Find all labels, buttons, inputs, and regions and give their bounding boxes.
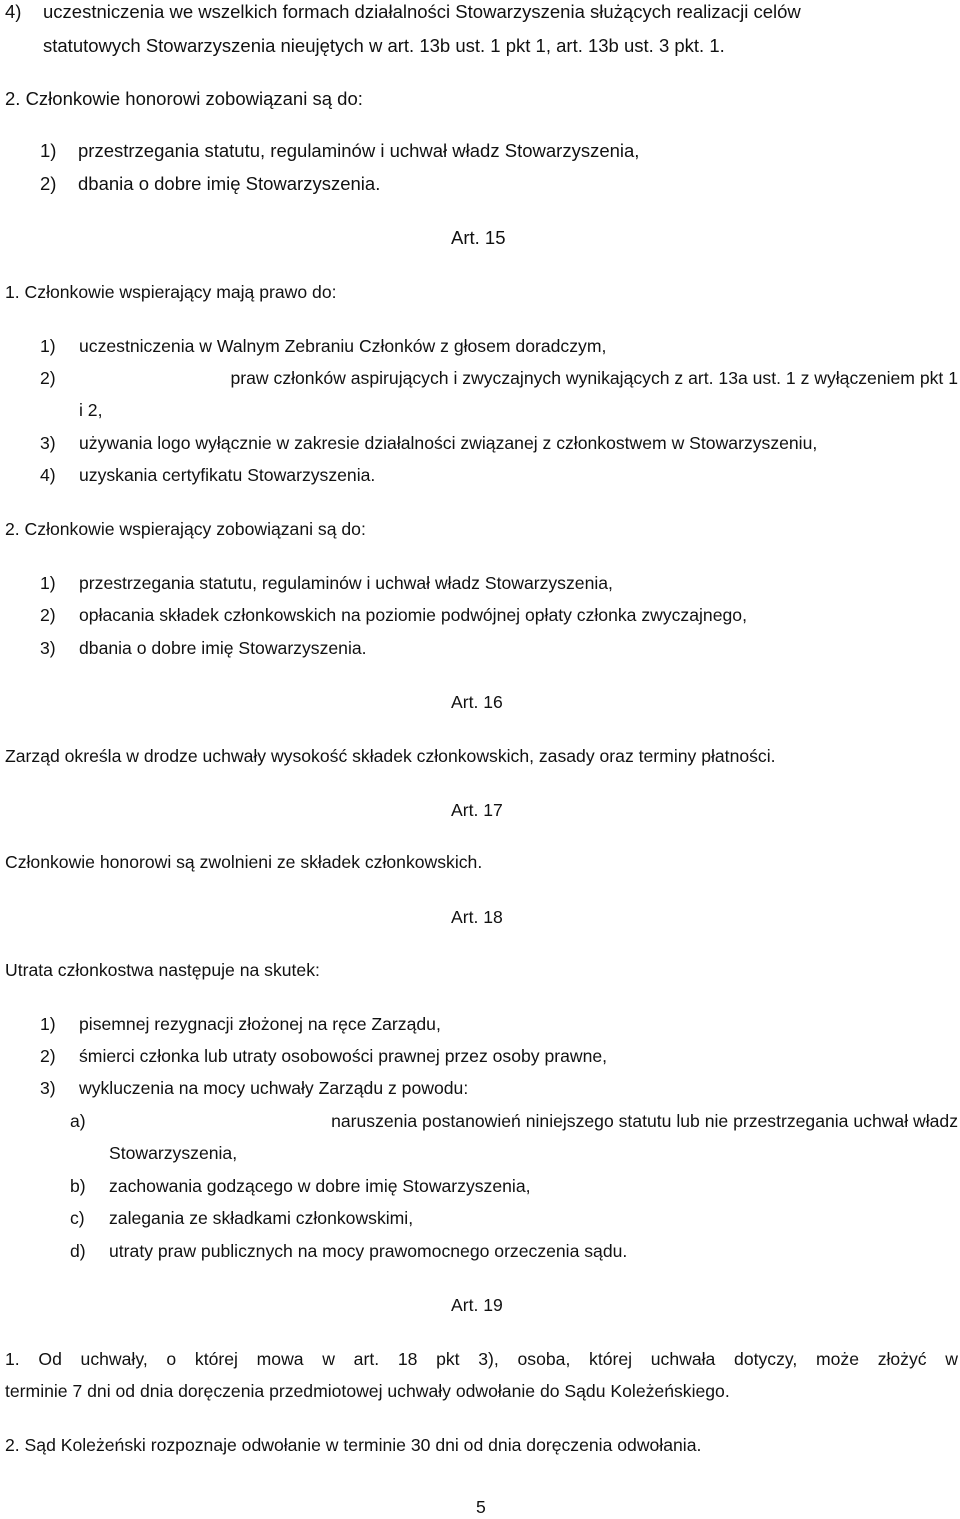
item-text: uczestniczenia w Walnym Zebraniu Członków z głosem doradczym, (79, 336, 607, 356)
art-17-heading: Art. 17 (451, 800, 503, 820)
supporting-right-2-cont: i 2, (79, 400, 103, 420)
art-19-paragraph-1-line-2: terminie 7 dni od dnia doręczenia przedmiotowej uchwały odwołanie do Sądu Koleżeńskiego. (5, 1381, 730, 1401)
item-number: d) (70, 1241, 86, 1261)
item-text: praw członków aspirujących i zwyczajnych wynikających z art. 13a ust. 1 z wyłączeniem pkt 1 (230, 368, 958, 388)
item-text: pisemnej rezygnacji złożonej na ręce Zarządu, (79, 1014, 441, 1034)
item-text: zachowania godzącego w dobre imię Stowarzyszenia, (109, 1176, 531, 1196)
item-text: uczestniczenia we wszelkich formach działalności Stowarzyszenia służących realizacji celów (43, 1, 801, 22)
art-16-text: Zarząd określa w drodze uchwały wysokość składek członkowskich, zasady oraz terminy płatności. (5, 746, 776, 766)
art-18-subitem-a (70, 1109, 958, 1133)
art-16-heading: Art. 16 (451, 692, 503, 712)
art-17-text: Członkowie honorowi są zwolnieni ze składek członkowskich. (5, 852, 483, 872)
item-number: 1) (40, 1014, 56, 1034)
art-18-heading: Art. 18 (451, 907, 503, 927)
honorary-duty-2 (40, 172, 380, 196)
item-text: naruszenia postanowień niniejszego statutu lub nie przestrzegania uchwał władz (331, 1111, 958, 1131)
honorary-duties-intro: 2. Członkowie honorowi zobowiązani są do: (5, 88, 363, 109)
top-item-4-line-1 (5, 0, 801, 24)
art-19-heading: Art. 19 (451, 1295, 503, 1315)
item-text: przestrzegania statutu, regulaminów i uchwał władz Stowarzyszenia, (78, 140, 640, 161)
page-number: 5 (476, 1497, 486, 1517)
item-number: 1) (40, 573, 56, 593)
supporting-right-3 (40, 431, 817, 455)
supporting-rights-intro: 1. Członkowie wspierający mają prawo do: (5, 282, 337, 302)
justified-text: 1. Od uchwały, o której mowa w art. 18 pkt 3), osoba, której uchwała dotyczy, może złożyć w (5, 1349, 958, 1369)
art-18-subitem-a-cont: Stowarzyszenia, (109, 1143, 238, 1163)
supporting-duty-3 (40, 636, 367, 660)
item-number: 2) (40, 173, 57, 194)
supporting-duties-intro: 2. Członkowie wspierający zobowiązani są do: (5, 519, 366, 539)
item-text: używania logo wyłącznie w zakresie działalności związanej z członkostwem w Stowarzyszeniu, (79, 433, 818, 453)
item-number: a) (70, 1111, 86, 1131)
item-number: 2) (40, 605, 56, 625)
art-18-item-3 (40, 1076, 468, 1100)
supporting-right-4 (40, 463, 375, 487)
item-number: 1) (40, 140, 57, 161)
supporting-duty-2 (40, 603, 747, 627)
item-number: c) (70, 1208, 85, 1228)
item-text: uzyskania certyfikatu Stowarzyszenia. (79, 465, 376, 485)
item-number: 3) (40, 638, 56, 658)
item-text: utraty praw publicznych na mocy prawomocnego orzeczenia sądu. (109, 1241, 628, 1261)
item-number: 2) (40, 1046, 56, 1066)
item-number: b) (70, 1176, 86, 1196)
item-number: 4) (5, 1, 22, 22)
art-18-subitem-d (70, 1239, 627, 1263)
item-text: zalegania ze składkami członkowskimi, (109, 1208, 414, 1228)
art-18-item-1 (40, 1012, 441, 1036)
art-15-heading: Art. 15 (451, 227, 506, 248)
art-18-subitem-c (70, 1206, 413, 1230)
item-number: 3) (40, 1078, 56, 1098)
art-18-item-2 (40, 1044, 607, 1068)
honorary-duty-1 (40, 139, 639, 163)
item-number: 4) (40, 465, 56, 485)
supporting-duty-1 (40, 571, 613, 595)
art-19-paragraph-1-line-1 (5, 1347, 958, 1371)
supporting-right-2 (40, 366, 958, 390)
item-text: śmierci członka lub utraty osobowości prawnej przez osoby prawne, (79, 1046, 608, 1066)
item-text: opłacania składek członkowskich na poziomie podwójnej opłaty członka zwyczajnego, (79, 605, 747, 625)
art-18-subitem-b (70, 1174, 531, 1198)
art-19-paragraph-2: 2. Sąd Koleżeński rozpoznaje odwołanie w terminie 30 dni od dnia doręczenia odwołania. (5, 1435, 702, 1455)
supporting-right-1 (40, 334, 606, 358)
item-text: wykluczenia na mocy uchwały Zarządu z powodu: (79, 1078, 469, 1098)
art-18-intro: Utrata członkostwa następuje na skutek: (5, 960, 320, 980)
item-text: przestrzegania statutu, regulaminów i uchwał władz Stowarzyszenia, (79, 573, 613, 593)
item-number: 3) (40, 433, 56, 453)
top-item-4-line-2: statutowych Stowarzyszenia nieujętych w art. 13b ust. 1 pkt 1, art. 13b ust. 3 pkt. 1. (43, 35, 725, 56)
item-text: dbania o dobre imię Stowarzyszenia. (79, 638, 367, 658)
item-number: 1) (40, 336, 56, 356)
item-text: dbania o dobre imię Stowarzyszenia. (78, 173, 381, 194)
item-number: 2) (40, 368, 56, 388)
